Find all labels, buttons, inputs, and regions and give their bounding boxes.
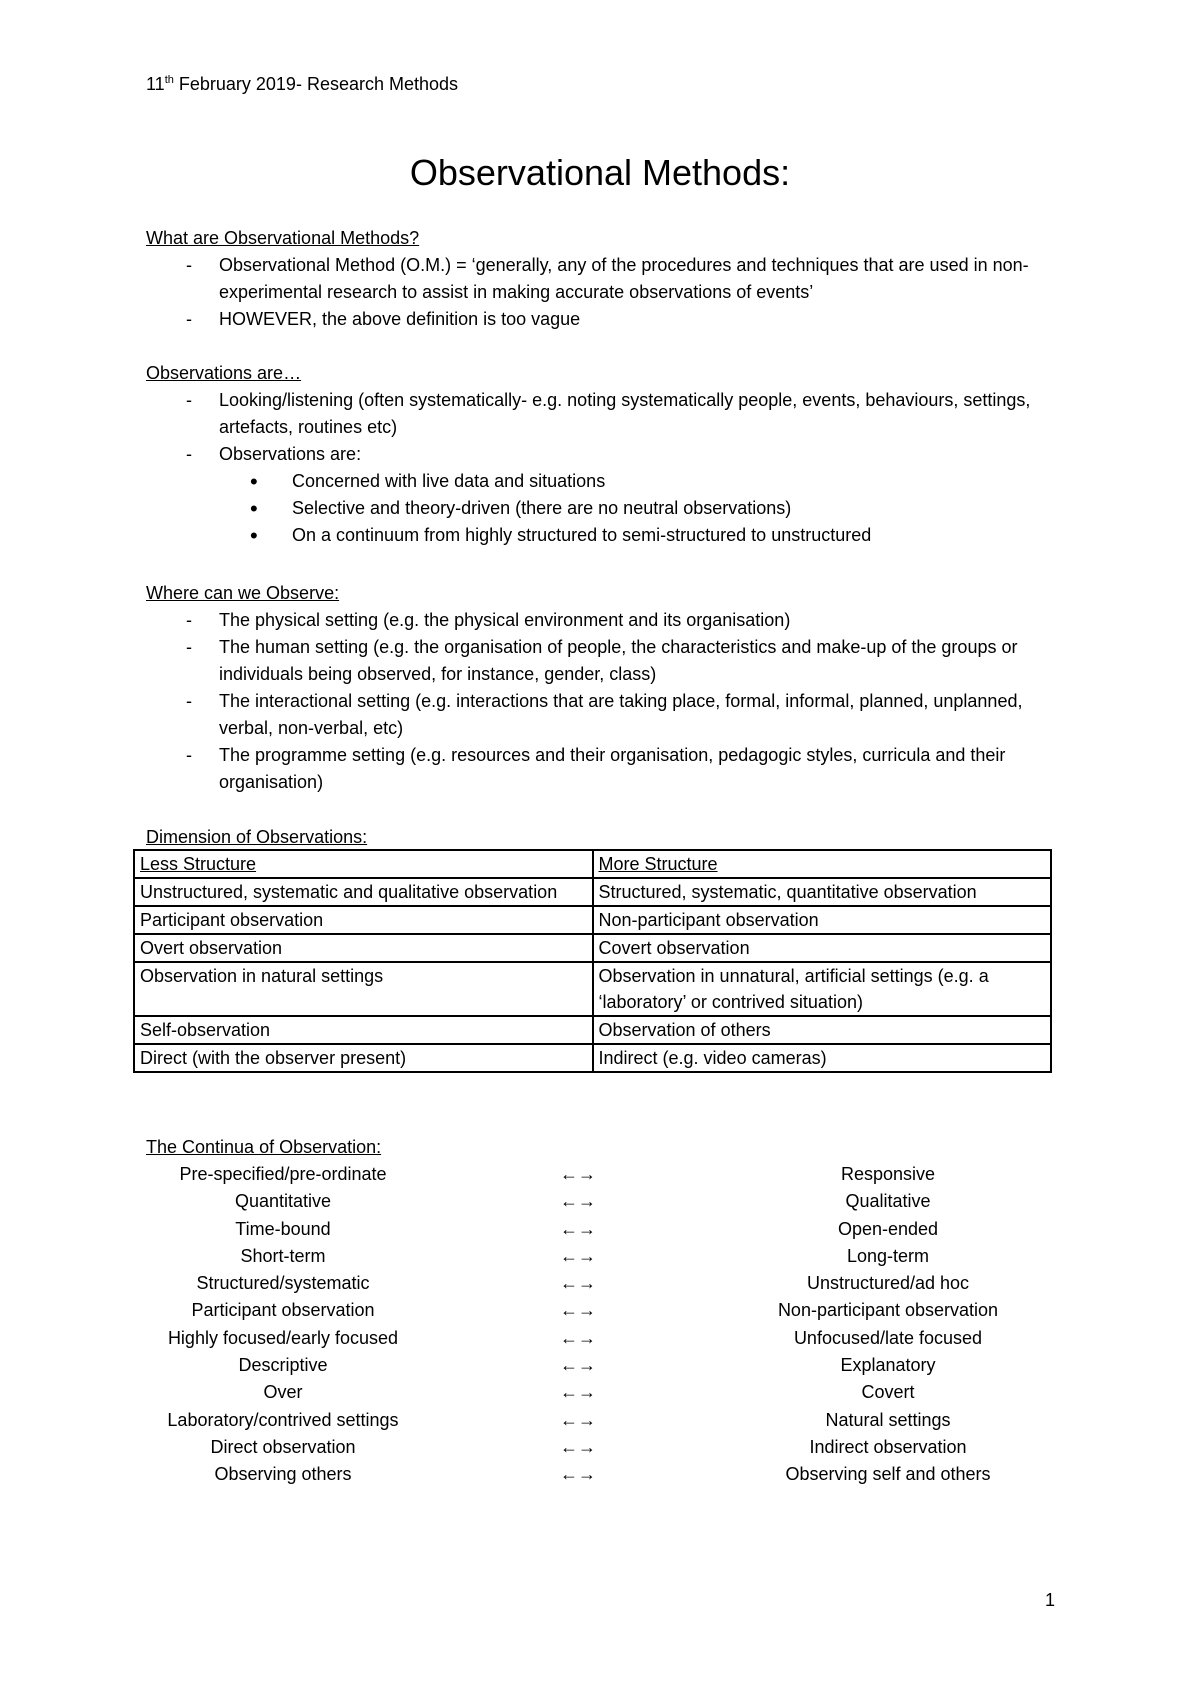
continua-right: Qualitative [845,1191,931,1212]
table-row [134,1044,1051,1072]
table-cell: Participant observation [134,906,593,934]
arrow-icon: ←→ [560,1164,596,1184]
continua-list [133,1161,1053,1489]
table-row [134,1016,1051,1044]
continua-row [133,1161,1053,1188]
continua-right: Unfocused/late focused [793,1327,983,1348]
continua-row [133,1270,1053,1297]
table-cell: Non-participant observation [593,906,1052,934]
table-cell: Unstructured, systematic and qualitative observation [134,878,593,906]
list-item: - HOWEVER, the above definition is too vague [146,306,1066,333]
arrow-icon: ←→ [560,1273,596,1294]
arrow-icon: ←→ [560,1191,596,1212]
arrow-icon: ←→ [560,1436,596,1457]
section-heading: The Continua of Observation: [146,1137,382,1157]
document-title: Observational Methods: [409,152,791,193]
table-cell: Structured, systematic, quantitative observation [593,878,1052,906]
continua-row [133,1434,1053,1461]
table-cell: Indirect (e.g. video cameras) [593,1044,1052,1072]
table-cell: Covert observation [593,934,1052,962]
table-row [134,906,1051,934]
list-item: - Looking/listening (often systematically- e.g. noting systematically people, events, behaviours, settings, artefacts, routines etc) [146,387,1066,441]
section-heading: What are Observational Methods? [146,228,420,248]
continua-left: Participant observation [191,1300,375,1321]
bullet-list [146,468,1066,549]
table-cell: Direct (with the observer present) [134,1044,593,1072]
continua-left: Pre-specified/pre-ordinate [179,1164,387,1184]
continua-row [133,1297,1053,1324]
continua-right: Indirect observation [809,1436,967,1457]
arrow-icon: ←→ [560,1464,596,1485]
page-number: 1 [1045,1590,1056,1610]
table-row [134,962,1051,1016]
arrow-icon: ←→ [560,1382,596,1403]
continua-row [133,1243,1053,1270]
list-item: - Observations are: [146,441,1066,468]
continua-left: Quantitative [234,1191,332,1212]
continua-left: Observing others [214,1464,352,1485]
dash-list [146,252,1066,333]
continua-right: Covert [861,1382,915,1403]
continua-left: Laboratory/contrived settings [167,1409,399,1430]
section-what [146,225,1066,333]
table-row [134,878,1051,906]
table-cell: Observation in unnatural, artificial settings (e.g. a ‘laboratory’ or contrived situation) [593,962,1052,1016]
continua-right: Open-ended [837,1218,939,1239]
list-item: - The interactional setting (e.g. interactions that are taking place, formal, informal, planned, unplanned, verbal, non-verbal, etc) [146,688,1066,742]
continua-left: Descriptive [238,1355,328,1376]
continua-right: Non-participant observation [777,1300,999,1321]
bullet-item: • Concerned with live data and situations [146,468,1066,495]
bullet-item: • On a continuum from highly structured to semi-structured to unstructured [146,522,1066,549]
dash-list [146,387,1066,468]
continua-row [133,1352,1053,1379]
continua-row [133,1325,1053,1352]
continua-right: Explanatory [840,1355,936,1376]
table-cell: Observation of others [593,1016,1052,1044]
table-cell: Self-observation [134,1016,593,1044]
bullet-item: • Selective and theory-driven (there are no neutral observations) [146,495,1066,522]
dash-list [146,607,1066,796]
continua-row [133,1407,1053,1434]
continua-left: Direct observation [210,1436,356,1457]
dimensions-table [133,849,1052,1073]
arrow-icon: ←→ [560,1355,596,1376]
list-item: - The human setting (e.g. the organisation of people, the characteristics and make-up of the groups or individuals being observed, for instance, gender, class) [146,634,1066,688]
section-heading: Observations are… [146,363,302,383]
continua-left: Over [263,1382,303,1403]
continua-right: Responsive [840,1164,936,1184]
arrow-icon: ←→ [560,1218,596,1239]
arrow-icon: ←→ [560,1245,596,1266]
continua-left: Structured/systematic [196,1273,370,1294]
section-observations-are [146,360,1066,549]
continua-left: Highly focused/early focused [167,1327,399,1348]
page-header: 11th February 2019- Research Methods [146,74,459,94]
continua-left: Time-bound [235,1218,331,1239]
continua-left: Short-term [240,1245,326,1266]
arrow-icon: ←→ [560,1300,596,1321]
section-dimensions-heading [146,824,1066,851]
list-item: - The physical setting (e.g. the physical environment and its organisation) [146,607,1066,634]
column-header: Less Structure [134,850,593,878]
list-item: - The programme setting (e.g. resources and their organisation, pedagogic styles, curricula and their organisation) [146,742,1066,796]
column-header: More Structure [593,850,1052,878]
continua-row [133,1461,1053,1488]
section-where [146,580,1066,796]
continua-row [133,1216,1053,1243]
arrow-icon: ←→ [560,1327,596,1348]
table-header-row [134,850,1051,878]
continua-right: Observing self and others [785,1464,991,1485]
section-heading: Dimension of Observations: [146,827,368,847]
section-continua-heading [146,1134,1066,1161]
section-heading: Where can we Observe: [146,583,340,603]
continua-right: Long-term [846,1245,930,1266]
continua-row [133,1379,1053,1406]
list-item: - Observational Method (O.M.) = ‘generally, any of the procedures and techniques that are used in non-experimental research to assist in making accurate observations of events’ [146,252,1066,306]
continua-right: Natural settings [825,1409,951,1430]
table-cell: Observation in natural settings [134,962,593,1016]
continua-row [133,1188,1053,1215]
continua-right: Unstructured/ad hoc [806,1273,970,1294]
table-row [134,934,1051,962]
table-cell: Overt observation [134,934,593,962]
arrow-icon: ←→ [560,1409,596,1430]
